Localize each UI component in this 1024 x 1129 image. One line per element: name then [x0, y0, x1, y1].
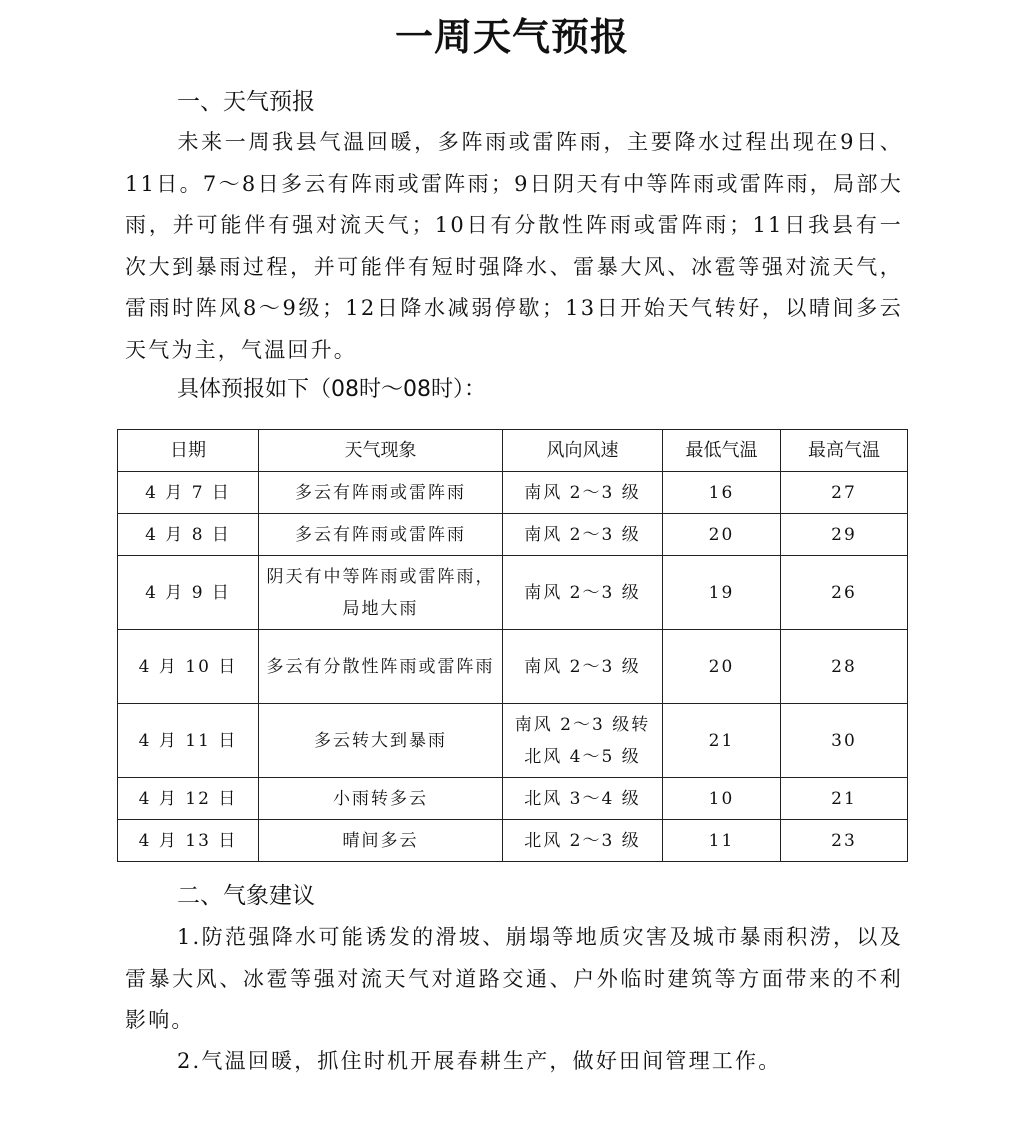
header-high-temp: 最高气温 — [781, 430, 908, 472]
cell-high-temp: 23 — [781, 820, 908, 862]
cell-date: 4 月 8 日 — [118, 514, 259, 556]
header-weather: 天气现象 — [259, 430, 503, 472]
cell-wind: 北风 3～4 级 — [503, 778, 663, 820]
cell-date: 4 月 13 日 — [118, 820, 259, 862]
forecast-table — [117, 429, 908, 862]
table-header-row — [118, 430, 908, 472]
cell-date: 4 月 7 日 — [118, 472, 259, 514]
cell-weather: 多云有分散性阵雨或雷阵雨 — [259, 630, 503, 704]
cell-weather: 多云有阵雨或雷阵雨 — [259, 472, 503, 514]
page-title: 一周天气预报 — [394, 14, 629, 59]
cell-low-temp: 21 — [663, 704, 781, 778]
cell-wind: 南风 2～3 级转北风 4～5 级 — [503, 704, 663, 778]
cell-low-temp: 20 — [663, 514, 781, 556]
cell-date: 4 月 12 日 — [118, 778, 259, 820]
cell-wind: 南风 2～3 级 — [503, 472, 663, 514]
cell-low-temp: 20 — [663, 630, 781, 704]
cell-date: 4 月 9 日 — [118, 556, 259, 630]
cell-weather: 阴天有中等阵雨或雷阵雨，局地大雨 — [259, 556, 503, 630]
cell-high-temp: 27 — [781, 472, 908, 514]
cell-weather: 晴间多云 — [259, 820, 503, 862]
cell-wind: 南风 2～3 级 — [503, 556, 663, 630]
cell-date: 4 月 11 日 — [118, 704, 259, 778]
cell-wind: 北风 2～3 级 — [503, 820, 663, 862]
advice-item-1 — [125, 917, 903, 1042]
table-row — [118, 820, 908, 862]
cell-low-temp: 11 — [663, 820, 781, 862]
table-row — [118, 704, 908, 778]
advice-item-2 — [125, 1041, 903, 1083]
cell-weather: 多云转大到暴雨 — [259, 704, 503, 778]
cell-high-temp: 21 — [781, 778, 908, 820]
cell-weather: 多云有阵雨或雷阵雨 — [259, 514, 503, 556]
cell-high-temp: 29 — [781, 514, 908, 556]
cell-low-temp: 19 — [663, 556, 781, 630]
cell-high-temp: 28 — [781, 630, 908, 704]
cell-weather: 小雨转多云 — [259, 778, 503, 820]
table-row — [118, 778, 908, 820]
table-row — [118, 630, 908, 704]
table-row — [118, 556, 908, 630]
advice-item-1-text: 1.防范强降水可能诱发的滑坡、崩塌等地质灾害及城市暴雨积涝，以及雷暴大风、冰雹等强对流天气对道路交通、户外临时建筑等方面带来的不利影响。 — [125, 925, 903, 1032]
header-wind: 风向风速 — [503, 430, 663, 472]
section-heading-advice: 二、气象建议 — [177, 883, 315, 909]
cell-high-temp: 26 — [781, 556, 908, 630]
cell-wind: 南风 2～3 级 — [503, 630, 663, 704]
cell-date: 4 月 10 日 — [118, 630, 259, 704]
cell-low-temp: 16 — [663, 472, 781, 514]
cell-low-temp: 10 — [663, 778, 781, 820]
forecast-paragraph — [125, 122, 903, 371]
table-row — [118, 514, 908, 556]
cell-wind: 南风 2～3 级 — [503, 514, 663, 556]
header-low-temp: 最低气温 — [663, 430, 781, 472]
cell-high-temp: 30 — [781, 704, 908, 778]
advice-item-2-text: 2.气温回暖，抓住时机开展春耕生产，做好田间管理工作。 — [177, 1049, 782, 1073]
forecast-paragraph-text: 未来一周我县气温回暖，多阵雨或雷阵雨，主要降水过程出现在9日、11日。7～8日多云有阵雨或雷阵雨；9日阴天有中等阵雨或雷阵雨，局部大雨，并可能伴有强对流天气；10日有分散性阵雨或雷阵雨；11日我县有一次大到暴雨过程，并可能伴有短时强降水、雷暴大风、冰雹等强对流天气，雷雨时阵风8～9级；12日降水减弱停歇；13日开始天气转好，以晴间多云天气为主，气温回升。 — [125, 130, 903, 362]
header-date: 日期 — [118, 430, 259, 472]
section-heading-forecast: 一、天气预报 — [177, 89, 315, 115]
table-row — [118, 472, 908, 514]
table-intro: 具体预报如下（08时～08时）： — [177, 377, 486, 402]
